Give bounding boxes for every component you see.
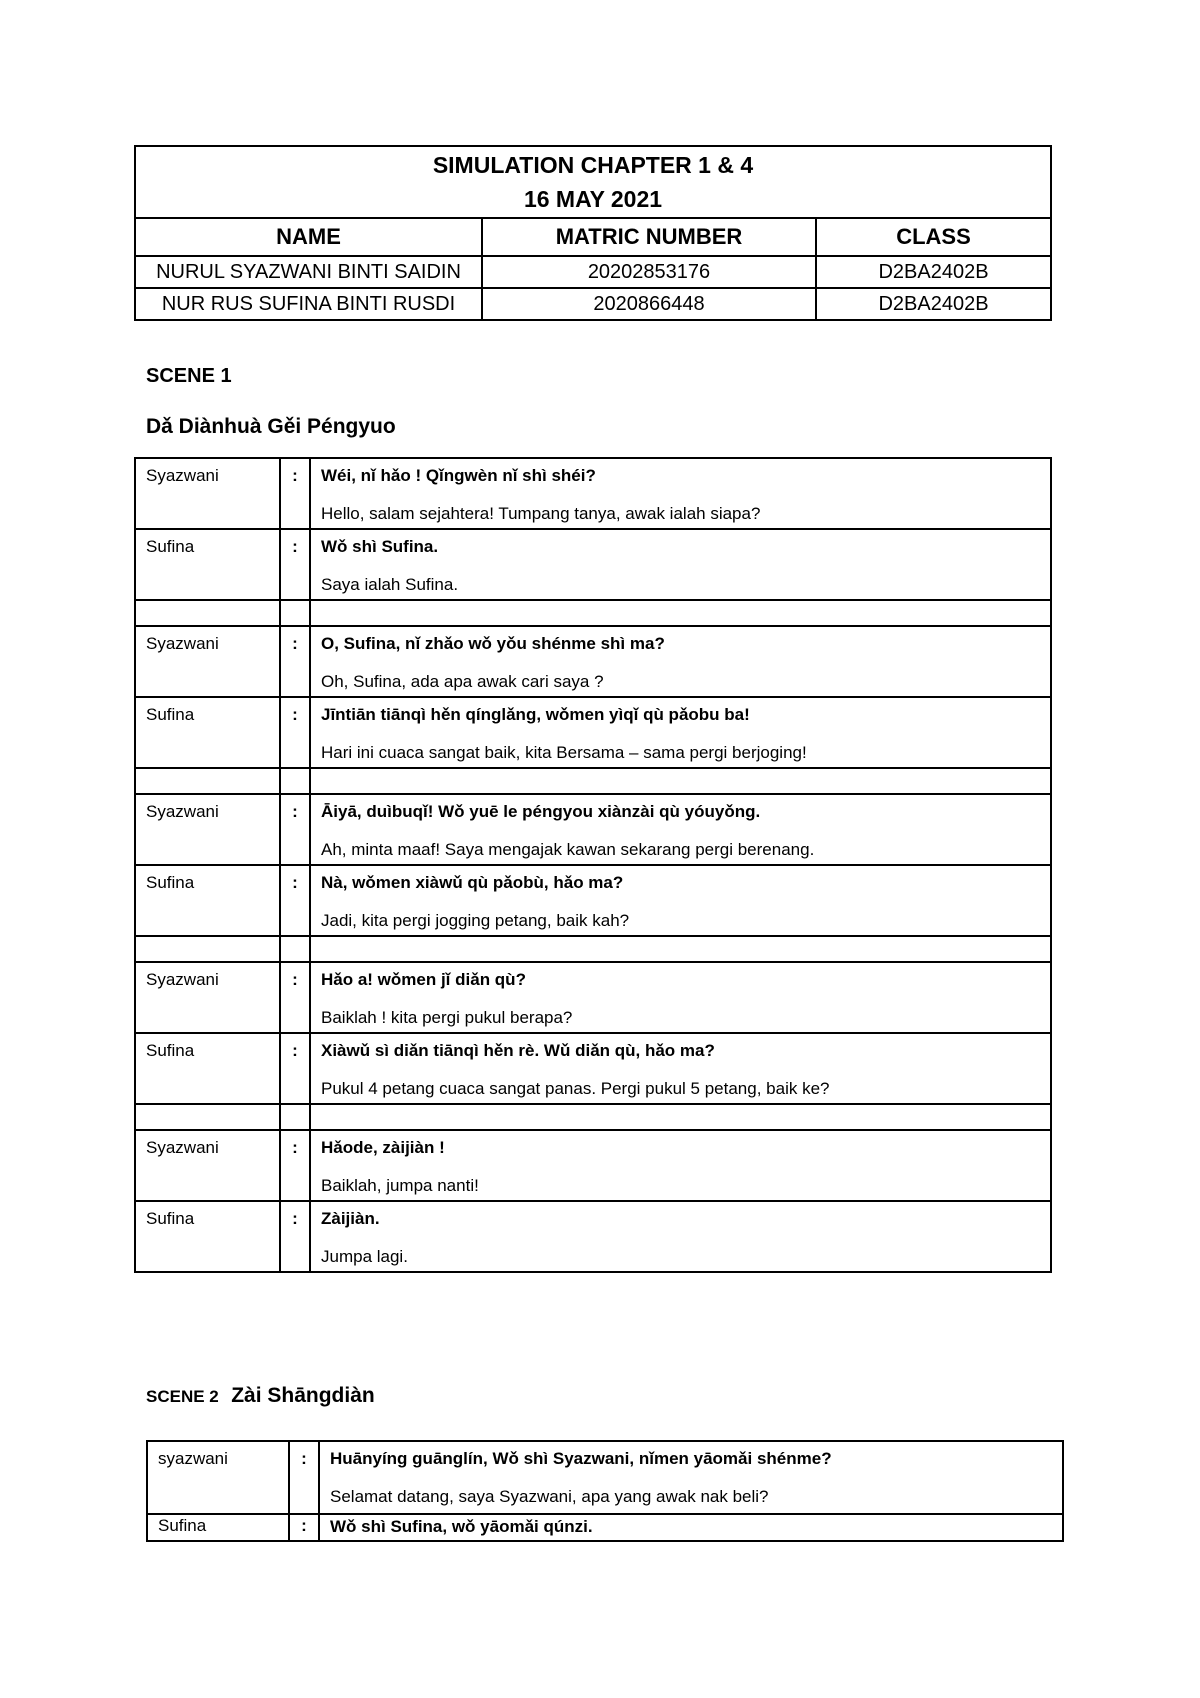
column-header-class: CLASS [816,218,1051,256]
malay-translation: Oh, Sufina, ada apa awak cari saya ? [321,672,604,691]
speaker-colon: : [289,1441,319,1514]
empty-cell [280,1104,310,1130]
pinyin-line: Xiàwǔ sì diǎn tiānqì hěn rè. Wǔ diǎn qù, hǎo ma? [321,1041,715,1060]
table-row [135,256,1051,288]
malay-translation: Baiklah, jumpa nanti! [321,1176,479,1195]
dialogue-text [319,1441,1063,1514]
class-code: D2BA2402B [816,256,1051,288]
speaker-colon: : [280,1033,310,1104]
malay-translation: Pukul 4 petang cuaca sangat panas. Pergi pukul 5 petang, baik ke? [321,1079,830,1098]
speaker-colon: : [280,962,310,1033]
spacer-row [135,768,1051,794]
speaker-name: syazwani [147,1441,289,1514]
pinyin-line: Huānyíng guānglín, Wǒ shì Syazwani, nǐmen yāomǎi shénme? [330,1449,832,1468]
spacer-row [135,936,1051,962]
speaker-colon: : [280,626,310,697]
dialogue-text [310,794,1051,865]
empty-cell [280,600,310,626]
malay-translation: Hari ini cuaca sangat baik, kita Bersama – sama pergi berjoging! [321,743,807,762]
malay-translation: Saya ialah Sufina. [321,575,459,594]
empty-cell [280,768,310,794]
empty-cell [280,936,310,962]
empty-cell [135,936,280,962]
pinyin-line: Āiyā, duìbuqǐ! Wǒ yuē le péngyou xiànzài qù yóuyǒng. [321,802,761,821]
dialogue-row [135,865,1051,936]
malay-translation: Ah, minta maaf! Saya mengajak kawan sekarang pergi berenang. [321,840,815,859]
speaker-name: Sufina [135,865,280,936]
empty-cell [310,936,1051,962]
dialogue-text [310,458,1051,529]
pinyin-line: O, Sufina, nǐ zhǎo wǒ yǒu shénme shì ma? [321,634,665,653]
speaker-name: Sufina [135,697,280,768]
speaker-name: Sufina [135,529,280,600]
speaker-colon: : [280,697,310,768]
speaker-name: Sufina [135,1201,280,1272]
speaker-name: Syazwani [135,458,280,529]
dialogue-text [310,962,1051,1033]
dialogue-text [310,697,1051,768]
dialogue-text [319,1514,1063,1541]
speaker-name: Syazwani [135,626,280,697]
speaker-name: Syazwani [135,794,280,865]
dialogue-row [135,697,1051,768]
dialogue-text [310,529,1051,600]
scene-2-heading [146,1384,375,1408]
pinyin-line: Zàijiàn. [321,1209,380,1228]
empty-cell [310,600,1051,626]
dialogue-row [135,1033,1051,1104]
dialogue-row [135,794,1051,865]
dialogue-row [147,1441,1063,1514]
empty-cell [135,768,280,794]
dialogue-row [135,962,1051,1033]
empty-cell [135,1104,280,1130]
document-title-cell [135,146,1051,218]
speaker-colon: : [280,794,310,865]
column-header-matric: MATRIC NUMBER [482,218,816,256]
speaker-colon: : [280,865,310,936]
speaker-colon: : [280,1130,310,1201]
speaker-colon: : [280,458,310,529]
malay-translation: Hello, salam sejahtera! Tumpang tanya, awak ialah siapa? [321,504,761,523]
spacer-row [135,600,1051,626]
scene-2-dialogue-table [146,1440,1064,1542]
matric-number: 2020866448 [482,288,816,320]
matric-number: 20202853176 [482,256,816,288]
pinyin-line: Wǒ shì Sufina, wǒ yāomǎi qúnzi. [330,1517,593,1536]
dialogue-text [310,1033,1051,1104]
malay-translation: Jadi, kita pergi jogging petang, baik kah? [321,911,630,930]
pinyin-line: Hǎo a! wǒmen jǐ diǎn qù? [321,970,526,989]
dialogue-row [135,529,1051,600]
empty-cell [310,768,1051,794]
speaker-colon: : [289,1514,319,1541]
dialogue-row [135,458,1051,529]
pinyin-line: Wǒ shì Sufina. [321,537,439,556]
malay-translation: Baiklah ! kita pergi pukul berapa? [321,1008,573,1027]
empty-cell [135,600,280,626]
dialogue-text [310,626,1051,697]
spacer-row [135,1104,1051,1130]
speaker-colon: : [280,1201,310,1272]
table-row [135,288,1051,320]
student-name: NURUL SYAZWANI BINTI SAIDIN [135,256,482,288]
dialogue-text [310,865,1051,936]
empty-cell [310,1104,1051,1130]
class-code: D2BA2402B [816,288,1051,320]
pinyin-line: Hǎode, zàijiàn ! [321,1138,445,1157]
student-info-table [134,145,1052,321]
speaker-name: Syazwani [135,1130,280,1201]
scene-1-label: SCENE 1 [146,365,232,387]
speaker-name: Syazwani [135,962,280,1033]
dialogue-text [310,1130,1051,1201]
dialogue-text [310,1201,1051,1272]
speaker-name: Sufina [147,1514,289,1541]
document-date: 16 MAY 2021 [523,186,663,212]
student-name: NUR RUS SUFINA BINTI RUSDI [135,288,482,320]
scene-2-title: Zài Shāngdiàn [231,1384,375,1407]
pinyin-line: Wéi, nǐ hǎo ! Qǐngwèn nǐ shì shéi? [321,466,596,485]
pinyin-line: Jīntiān tiānqì hěn qínglǎng, wǒmen yìqǐ qù pǎobu ba! [321,705,750,724]
column-header-name: NAME [135,218,482,256]
dialogue-row [135,1130,1051,1201]
speaker-name: Sufina [135,1033,280,1104]
malay-translation: Selamat datang, saya Syazwani, apa yang awak nak beli? [330,1487,769,1506]
speaker-colon: : [280,529,310,600]
dialogue-row [135,1201,1051,1272]
malay-translation: Jumpa lagi. [321,1247,408,1266]
scene-2-label: SCENE 2 [146,1387,219,1406]
scene-1-title: Dǎ Diànhuà Gěi Péngyuo [146,415,396,438]
document-title: SIMULATION CHAPTER 1 & 4 [432,152,754,178]
scene-1-dialogue-table [134,457,1052,1273]
pinyin-line: Nà, wǒmen xiàwǔ qù pǎobù, hǎo ma? [321,873,624,892]
dialogue-row [147,1514,1063,1541]
dialogue-row [135,626,1051,697]
